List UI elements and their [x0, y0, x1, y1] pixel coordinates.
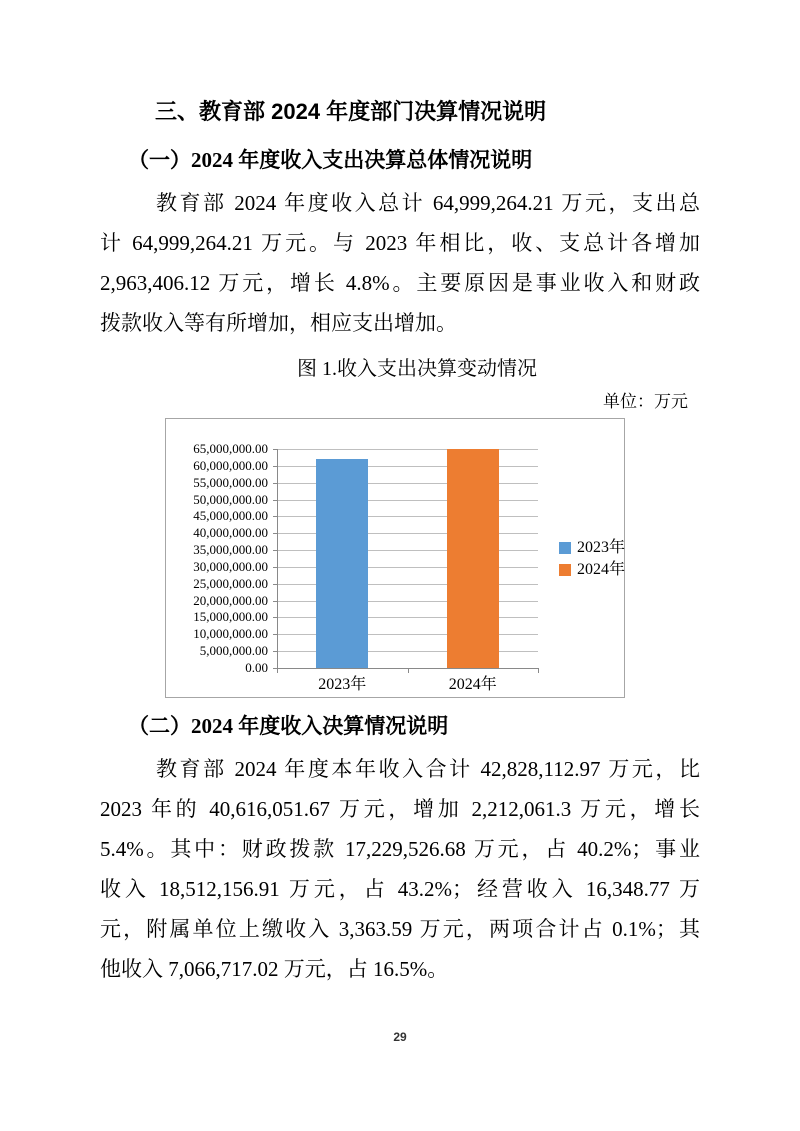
bar-2023年 — [316, 459, 368, 668]
legend-swatch-icon — [559, 542, 571, 554]
legend-item — [559, 562, 625, 578]
paragraph-line: 他收入 7,066,717.02 万元，占 16.5%。 — [100, 957, 449, 981]
paragraph-line: 5.4%。其中：财政拨款 17,229,526.68 万元，占 40.2%；事业 — [100, 837, 700, 861]
x-axis-tick — [277, 669, 278, 673]
legend-label: 2023年 — [577, 539, 626, 556]
y-axis-tick-label: 20,000,000.00 — [193, 592, 268, 608]
chart-legend — [559, 540, 625, 584]
paragraph-line: 收入 18,512,156.91 万元，占 43.2%；经营收入 16,348.77 万 — [100, 877, 700, 901]
y-axis-tick-label: 15,000,000.00 — [193, 609, 268, 625]
section2-paragraph — [100, 749, 700, 989]
x-axis-tick — [538, 669, 539, 673]
paragraph-line: 教育部 2024 年度收入总计 64,999,264.21 万元，支出总 — [156, 191, 700, 215]
x-axis-category-label: 2024年 — [448, 676, 497, 693]
y-axis-tick-label: 65,000,000.00 — [193, 441, 268, 456]
paragraph-line: 2,963,406.12 万元，增长 4.8%。主要原因是事业收入和财政 — [100, 271, 700, 295]
paragraph-line: 2023 年的 40,616,051.67 万元，增加 2,212,061.3 万元，增长 — [100, 797, 700, 821]
y-axis-tick-label: 45,000,000.00 — [193, 508, 268, 524]
y-axis-tick-label: 10,000,000.00 — [193, 626, 268, 642]
y-axis-tick-label: 0.00 — [245, 660, 268, 675]
chart-gridline — [277, 449, 538, 450]
section1-paragraph — [100, 183, 700, 343]
x-axis-category-label: 2023年 — [318, 676, 367, 693]
paragraph-line: 教育部 2024 年度本年收入合计 42,828,112.97 万元，比 — [156, 757, 700, 781]
section1-heading: （一）2024 年度收入支出决算总体情况说明 — [128, 148, 533, 172]
x-axis-tick — [408, 669, 409, 673]
y-axis-tick-label: 60,000,000.00 — [193, 457, 268, 473]
bar-chart — [165, 418, 625, 698]
y-axis-tick-label: 5,000,000.00 — [199, 643, 268, 659]
chart-unit-label: 单位：万元 — [603, 392, 688, 411]
bar-2024年 — [447, 449, 499, 668]
figure-caption: 图 1.收入支出决算变动情况 — [297, 358, 537, 380]
section2-heading: （二）2024 年度收入决算情况说明 — [128, 714, 449, 738]
y-axis-tick-label: 40,000,000.00 — [193, 525, 268, 541]
legend-swatch-icon — [559, 564, 571, 576]
page-title: 三、教育部 2024 年度部门决算情况说明 — [155, 99, 547, 124]
y-axis-tick-label: 55,000,000.00 — [193, 474, 268, 490]
y-axis-line — [277, 449, 278, 668]
paragraph-line: 拨款收入等有所增加，相应支出增加。 — [100, 311, 457, 335]
paragraph-line: 计 64,999,264.21 万元。与 2023 年相比，收、支总计各增加 — [100, 231, 700, 255]
y-axis-tick-label: 25,000,000.00 — [193, 575, 268, 591]
y-axis-tick-label: 30,000,000.00 — [193, 558, 268, 574]
y-axis-tick-label: 50,000,000.00 — [193, 491, 268, 507]
legend-item — [559, 540, 625, 556]
legend-label: 2024年 — [577, 561, 626, 578]
paragraph-line: 元，附属单位上缴收入 3,363.59 万元，两项合计占 0.1%；其 — [100, 917, 700, 941]
page-number: 29 — [393, 1030, 407, 1044]
y-axis-tick-label: 35,000,000.00 — [193, 542, 268, 558]
